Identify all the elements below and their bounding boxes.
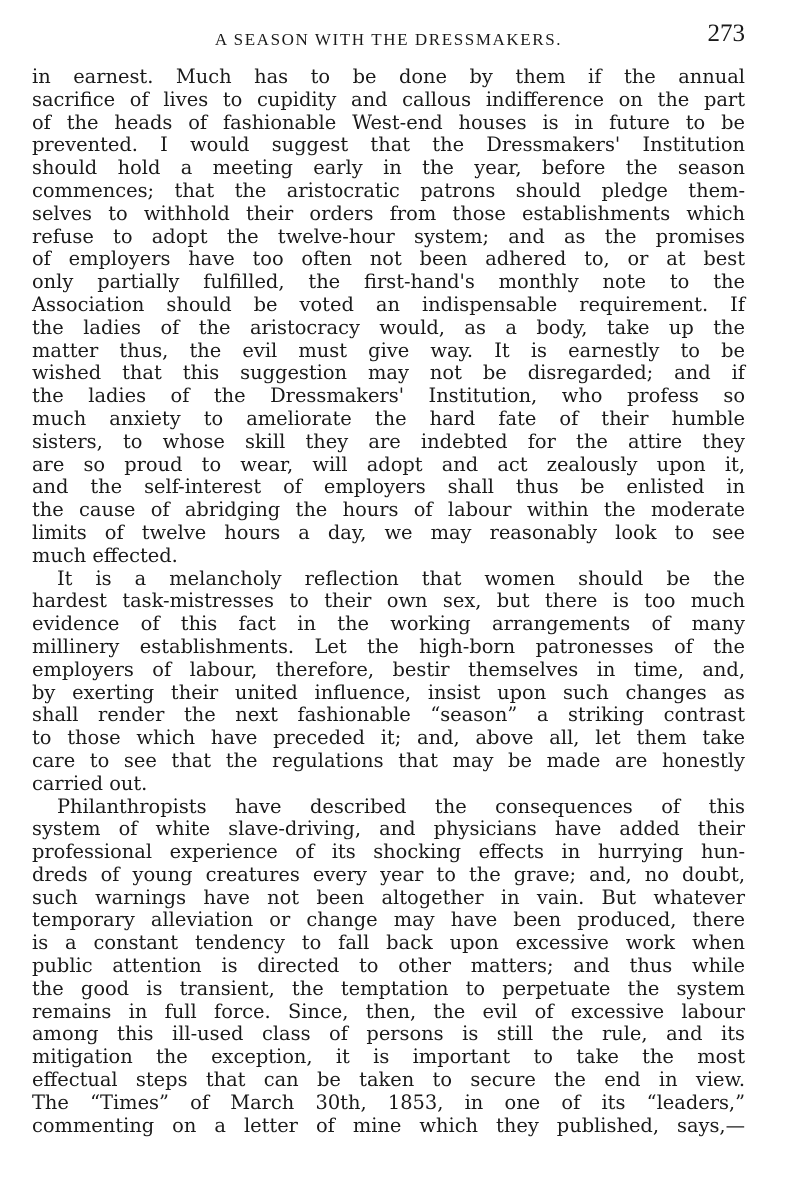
text-line: the ladies of the Dressmakers' Institution, who profess so [32, 384, 745, 408]
running-head [32, 20, 745, 50]
text-line: sacrifice of lives to cupidity and callous indifference on the part [32, 87, 745, 111]
text-line: shall render the next fashionable “season” a striking contrast [32, 703, 745, 727]
text-line: commenting on a letter of mine which they published, says,— [32, 1113, 745, 1137]
text-line: the ladies of the aristocracy would, as a body, take up the [32, 315, 745, 339]
text-line: prevented. I would suggest that the Dressmakers' Institution [32, 133, 745, 157]
text-line: such warnings have not been altogether in vain. But whatever [32, 885, 745, 909]
text-line: of the heads of fashionable West-end houses is in future to be [32, 110, 745, 134]
text-line: wished that this suggestion may not be disregarded; and if [32, 361, 745, 385]
text-line: the good is transient, the temptation to perpetuate the system [32, 976, 745, 1000]
text-line: The “Times” of March 30th, 1853, in one of its “leaders,” [32, 1090, 745, 1114]
text-line: dreds of young creatures every year to the grave; and, no doubt, [32, 862, 745, 886]
page-number: 273 [707, 20, 745, 47]
paragraph-end-line: carried out. [32, 771, 148, 795]
text-line: Association should be voted an indispensable requirement. If [32, 292, 745, 316]
text-line: mitigation the exception, it is important to take the most [32, 1045, 745, 1069]
text-line: public attention is directed to other matters; and thus while [32, 954, 745, 978]
text-line: sisters, to whose skill they are indebted for the attire they [32, 429, 745, 453]
text-line: are so proud to wear, will adopt and act zealously upon it, [32, 452, 745, 476]
text-line: millinery establishments. Let the high-born patronesses of the [32, 634, 745, 658]
running-title: A SEASON WITH THE DRESSMAKERS. [214, 30, 563, 49]
text-line: evidence of this fact in the working arrangements of many [32, 612, 745, 636]
text-line: by exerting their united influence, insist upon such changes as [32, 680, 745, 704]
text-line: remains in full force. Since, then, the evil of excessive labour [32, 999, 745, 1023]
text-line: care to see that the regulations that may be made are honestly [32, 748, 745, 772]
text-line: among this ill-used class of persons is still the rule, and its [32, 1022, 745, 1046]
body-text [32, 66, 745, 1137]
text-line: should hold a meeting early in the year, before the season [32, 156, 745, 180]
text-line: only partially fulfilled, the first-hand's monthly note to the [32, 270, 745, 294]
text-line: employers of labour, therefore, bestir themselves in time, and, [32, 657, 745, 681]
text-line: system of white slave-driving, and physicians have added their [32, 817, 745, 841]
text-line: in earnest. Much has to be done by them if the annual [32, 65, 745, 88]
text-line: effectual steps that can be taken to secure the end in view. [32, 1068, 745, 1092]
text-line: to those which have preceded it; and, above all, let them take [32, 726, 745, 750]
paragraph-start-line: It is a melancholy reflection that women should be the [57, 566, 745, 590]
paragraph-start-line: Philanthropists have described the consequences of this [57, 794, 745, 818]
text-line: commences; that the aristocratic patrons should pledge them- [32, 178, 745, 202]
text-line: temporary alleviation or change may have been produced, there [32, 908, 745, 932]
text-line: the cause of abridging the hours of labour within the moderate [32, 498, 745, 522]
text-line: matter thus, the evil must give way. It is earnestly to be [32, 338, 745, 362]
text-line: of employers have too often not been adhered to, or at best [32, 247, 745, 271]
text-line: refuse to adopt the twelve-hour system; and as the promises [32, 224, 745, 248]
text-line: is a constant tendency to fall back upon excessive work when [32, 931, 745, 955]
text-line: and the self-interest of employers shall thus be enlisted in [32, 475, 745, 499]
text-line: limits of twelve hours a day, we may reasonably look to see [32, 520, 745, 544]
text-line: much anxiety to ameliorate the hard fate of their humble [32, 406, 745, 430]
text-line: selves to withhold their orders from those establishments which [32, 201, 745, 225]
text-line: professional experience of its shocking effects in hurrying hun- [32, 840, 745, 864]
paragraph-end-line: much effected. [32, 543, 178, 567]
text-line: hardest task-mistresses to their own sex, but there is too much [32, 589, 745, 613]
